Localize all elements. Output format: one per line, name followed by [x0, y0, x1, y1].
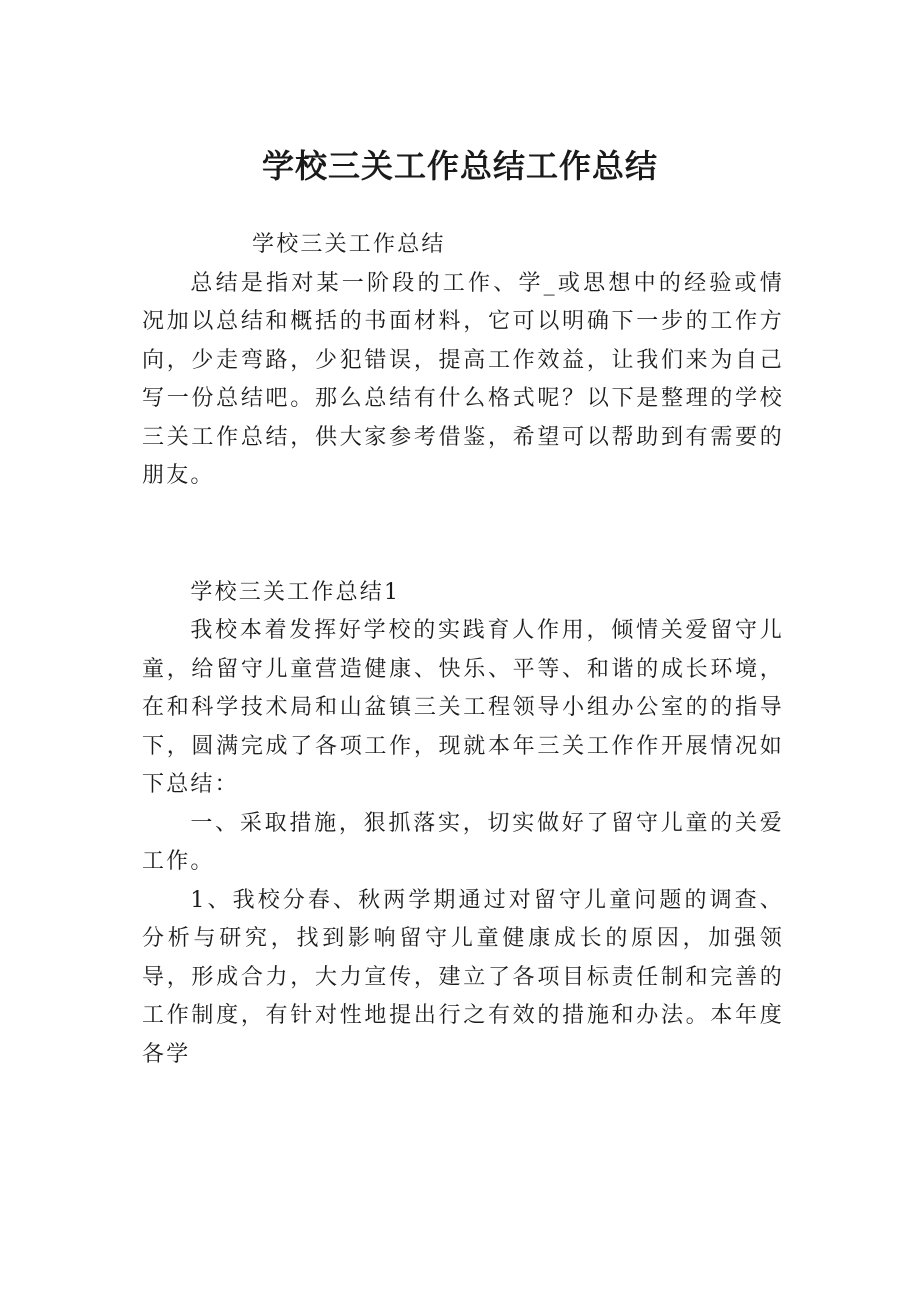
section-paragraph-1: 我校本着发挥好学校的实践育人作用，倾情关爱留守儿童，给留守儿童营造健康、快乐、平等、和谐的成长环境，在和科学技术局和山盆镇三关工程领导小组办公室的的指导下，圆满完成了各项工作，现就本年三关工作作开展情况如下总结： — [142, 618, 784, 797]
document-body — [142, 226, 784, 1074]
document-title: 学校三关工作总结工作总结 — [261, 147, 658, 185]
section-heading: 学校三关工作总结1 — [190, 579, 401, 605]
section-paragraph-3: 1、我校分春、秋两学期通过对留守儿童问题的调查、分析与研究，找到影响留守儿童健康成长的原因，加强领导，形成合力，大力宣传，建立了各项目标责任制和完善的工作制度，有针对性地提出行之有效的措施和办法。本年度各学 — [142, 887, 784, 1067]
section-paragraph-2: 一、采取措施，狠抓落实，切实做好了留守儿童的关爱工作。 — [142, 810, 784, 874]
document-subtitle: 学校三关工作总结 — [252, 232, 446, 257]
intro-paragraph: 总结是指对某一阶段的工作、学_或思想中的经验或情况加以总结和概括的书面材料，它可以明确下一步的工作方向，少走弯路，少犯错误，提高工作效益，让我们来为自己写一份总结吧。那么总结有什么格式呢？以下是整理的学校三关工作总结，供大家参考借鉴，希望可以帮助到有需要的朋友。 — [142, 270, 784, 488]
